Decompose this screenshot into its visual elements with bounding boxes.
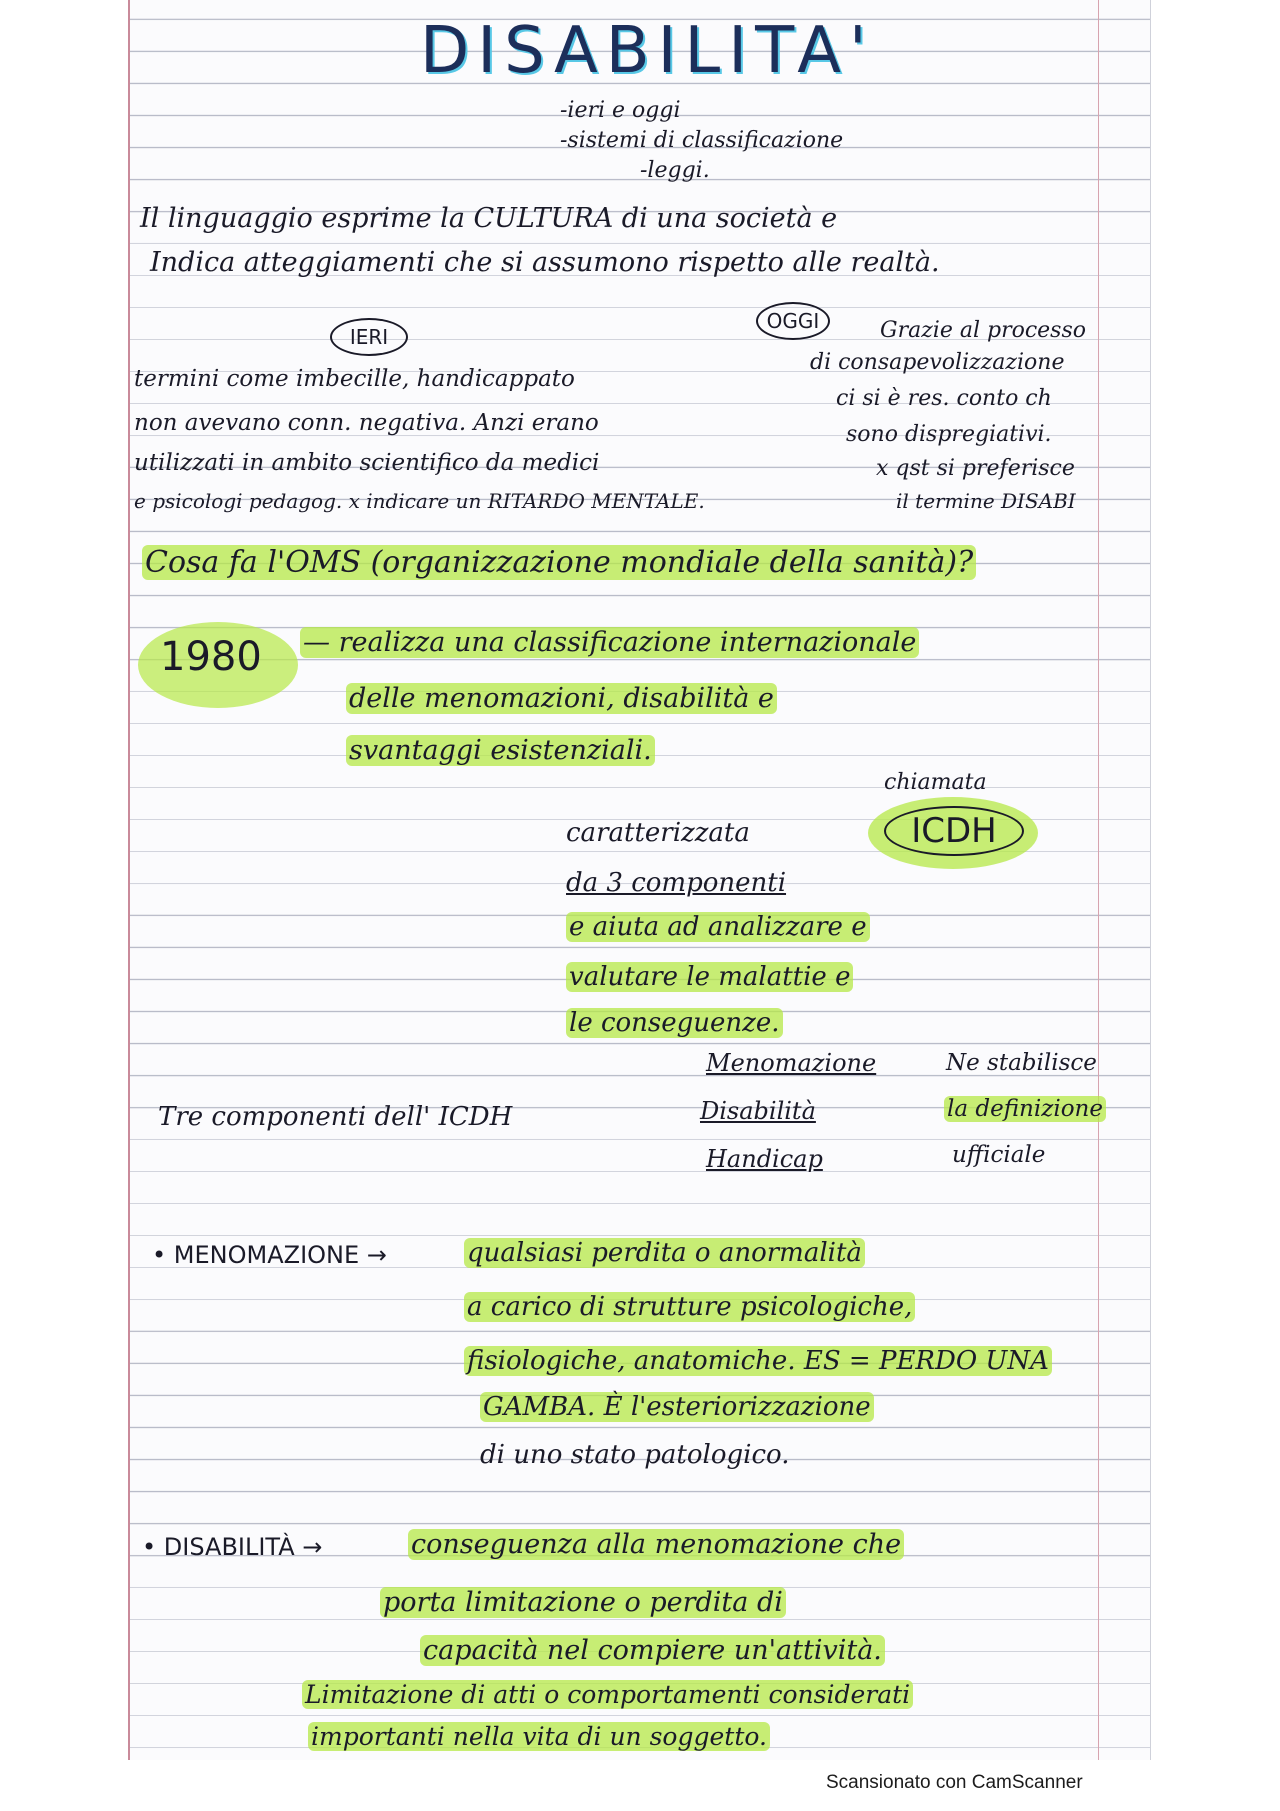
icdh-desc-span: valutare le malattie e (566, 962, 853, 992)
definizione-span: la definizione (944, 1096, 1106, 1122)
disabilita-line (308, 1722, 770, 1752)
year-text-span: svantaggi esistenziali. (346, 735, 655, 766)
menomazione-span: fisiologiche, anatomiche. ES = PERDO UNA (464, 1346, 1052, 1376)
icdh-desc-line: caratterizzata (566, 818, 750, 848)
menomazione-span: a carico di strutture psicologiche, (464, 1292, 915, 1322)
year-text-span: — realizza una classificazione internazionale (300, 627, 919, 658)
disabilita-span: capacità nel compiere un'attività. (420, 1635, 885, 1666)
ieri-bubble: IERI (330, 318, 408, 356)
oggi-line: il termine DISABI (896, 489, 1076, 513)
icdh-desc-line (566, 868, 786, 898)
disabilita-span: porta limitazione o perdita di (380, 1587, 786, 1618)
menomazione-heading: • MENOMAZIONE → (152, 1241, 387, 1269)
menomazione-span: qualsiasi perdita o anormalità (464, 1238, 865, 1268)
menomazione-line (464, 1238, 865, 1268)
menomazione-line (464, 1346, 1052, 1376)
year-label: 1980 (160, 634, 262, 680)
year-text-span: delle menomazioni, disabilità e (346, 683, 777, 714)
disabilita-span: conseguenza alla menomazione che (408, 1529, 904, 1560)
intro-line: Il linguaggio esprime la CULTURA di una società e (140, 203, 838, 234)
menomazione-line (464, 1292, 915, 1322)
componente-item: Handicap (706, 1145, 823, 1173)
tre-componenti-label: Tre componenti dell' ICDH (158, 1102, 513, 1132)
definizione-line: ufficiale (952, 1142, 1046, 1168)
oms-question (142, 545, 976, 580)
subtitle-line: -ieri e oggi (560, 98, 681, 123)
icdh-desc-span: e aiuta ad analizzare e (566, 912, 870, 942)
oggi-line: Grazie al processo (880, 318, 1087, 343)
oms-question-text: Cosa fa l'OMS (organizzazione mondiale della sanità)? (142, 545, 976, 580)
margin-line (1098, 0, 1099, 1760)
icdh-desc-line (566, 962, 853, 992)
componente-item: Menomazione (706, 1049, 877, 1077)
icdh-desc-span: le conseguenze. (566, 1008, 783, 1038)
subtitle-line: -leggi. (640, 158, 710, 183)
disabilita-span: Limitazione di atti o comportamenti considerati (302, 1680, 913, 1709)
oggi-bubble: OGGI (756, 302, 830, 340)
intro-line: Indica atteggiamenti che si assumono rispetto alle realtà. (150, 247, 940, 278)
icdh-label: ICDH (884, 806, 1024, 856)
componente-item: Disabilità (700, 1097, 816, 1125)
menomazione-span: GAMBA. È l'esteriorizzazione (480, 1392, 874, 1422)
camscanner-footer: Scansionato con CamScanner (826, 1772, 1083, 1793)
ieri-line: non avevano conn. negativa. Anzi erano (134, 410, 599, 436)
oggi-line: x qst si preferisce (876, 456, 1075, 481)
disabilita-line (380, 1588, 786, 1618)
disabilita-line (408, 1530, 904, 1560)
disabilita-heading: • DISABILITÀ → (142, 1533, 323, 1561)
disabilita-line (420, 1636, 885, 1666)
year-text-line (346, 684, 777, 714)
icdh-desc-line (566, 1008, 783, 1038)
year-text-line (346, 736, 655, 766)
ieri-line: e psicologi pedagog. x indicare un RITARDO MENTALE. (134, 489, 705, 513)
ieri-line: termini come imbecille, handicappato (134, 366, 575, 392)
ieri-line: utilizzati in ambito scientifico da medici (134, 450, 600, 476)
disabilita-span: importanti nella vita di un soggetto. (308, 1722, 770, 1751)
icdh-desc-line (566, 912, 870, 942)
oggi-line: sono dispregiativi. (846, 422, 1052, 447)
icdh-desc-span: da 3 componenti (566, 868, 787, 898)
year-text-line (300, 628, 919, 658)
page-title: DISABILITA' (420, 14, 875, 88)
oggi-line: ci si è res. conto ch (836, 386, 1052, 411)
oggi-line: di consapevolizzazione (810, 350, 1065, 375)
definizione-line: Ne stabilisce (946, 1050, 1097, 1076)
disabilita-line (302, 1680, 913, 1710)
menomazione-line: di uno stato patologico. (480, 1440, 790, 1470)
definizione-line (944, 1094, 1106, 1124)
chiamata-label: chiamata (884, 770, 987, 795)
subtitle-line: -sistemi di classificazione (560, 128, 844, 153)
menomazione-line (480, 1392, 874, 1422)
